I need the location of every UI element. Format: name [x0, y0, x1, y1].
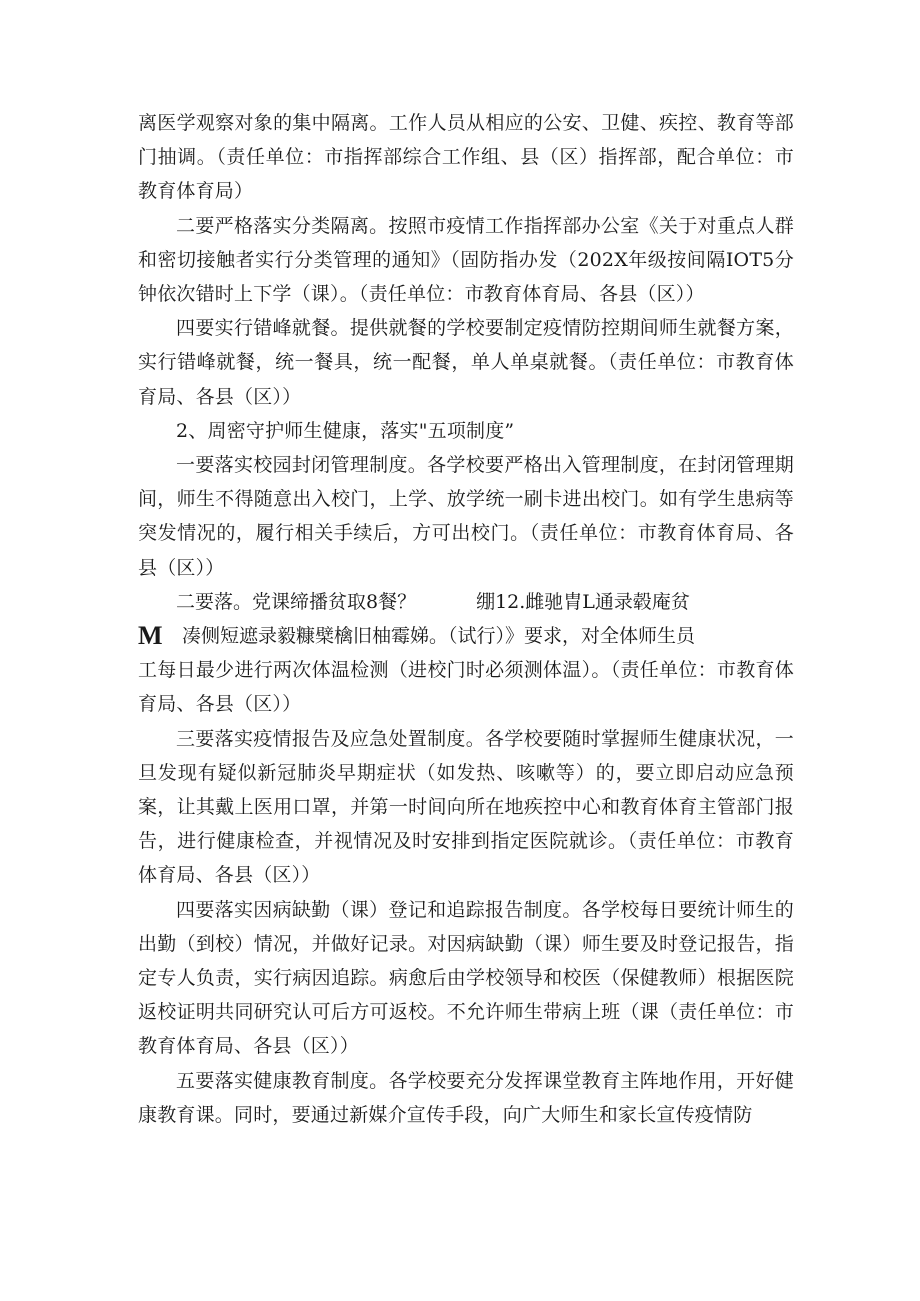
- paragraph-absence-tracking: 四要落实因病缺勤（课）登记和追踪报告制度。各学校每日要统计师生的出勤（到校）情况，并做好记录。对因病缺勤（课）师生要及时登记报告，指定专人负责，实行病因追踪。病愈后由学校领导和校医（保健教师）根据医院返校证明共同研究认可后方可返校。不允许师生带病上班（课（责任单位：市教育体育局、各县（区））: [138, 898, 794, 1058]
- garbled-text-c: 凑侧短遮录毅糠檗檎旧柚霉娣。（试行）》要求，对全体师生员: [182, 625, 696, 648]
- paragraph-staggered-meals: 四要实行错峰就餐。提供就餐的学校要制定疫情防控期间师生就餐方案，实行错峰就餐，统一餐具，统一配餐，单人单桌就餐。（责任单位：市教育体育局、各县（区））: [138, 317, 794, 408]
- big-letter-m: M: [138, 621, 163, 651]
- garbled-text-b: 绷12.雌驰胄L通录毂庵贫: [476, 590, 690, 613]
- document-page: [138, 106, 794, 1132]
- garbled-line-1: [138, 585, 794, 619]
- paragraph-epidemic-reporting: 三要落实疫情报告及应急处置制度。各学校要随时掌握师生健康状况，一旦发现有疑似新冠肺炎早期症状（如发热、咳嗽等）的，要立即启动应急预案，让其戴上医用口罩，并第一时间向所在地疾控中心和教育体育主管部门报告，进行健康检查，并视情况及时安排到指定医院就诊。（责任单位：市教育体育局、各县（区））: [138, 727, 794, 887]
- garbled-text-a: 二要落。党课缔播贫取8餐？: [176, 590, 417, 613]
- garbled-line-2: [138, 619, 794, 653]
- paragraph-closed-management: 一要落实校园封闭管理制度。各学校要严格出入管理制度，在封闭管理期间，师生不得随意出入校门，上学、放学统一刷卡进出校门。如有学生患病等突发情况的，履行相关手续后，方可出校门。（责任单位：市教育体育局、各县（区））: [138, 454, 794, 579]
- section-heading-five-systems: 2、周密守护师生健康，落实"五项制度”: [176, 419, 515, 442]
- paragraph-temperature-check: [138, 585, 794, 722]
- paragraph-continued: 离医学观察对象的集中隔离。工作人员从相应的公安、卫健、疾控、教育等部门抽调。（责任单位：市指挥部综合工作组、县（区）指挥部，配合单位：市教育体育局）: [138, 112, 794, 203]
- paragraph-health-education: 五要落实健康教育制度。各学校要充分发挥课堂教育主阵地作用，开好健康教育课。同时，要通过新媒介宣传手段，向广大师生和家长宣传疫情防: [138, 1069, 794, 1126]
- garbled-line-3: 工每日最少进行两次体温检测（进校门时必须测体温）。（责任单位：市教育体育局、各县（区））: [138, 659, 794, 716]
- paragraph-classified-isolation: 二要严格落实分类隔离。按照市疫情工作指挥部办公室《关于对重点人群和密切接触者实行分类管理的通知》（固防指办发（202X年级按间隔IOT5分钟依次错时上下学（课）。（责任单位：市教育体育局、各县（区））: [138, 214, 794, 306]
